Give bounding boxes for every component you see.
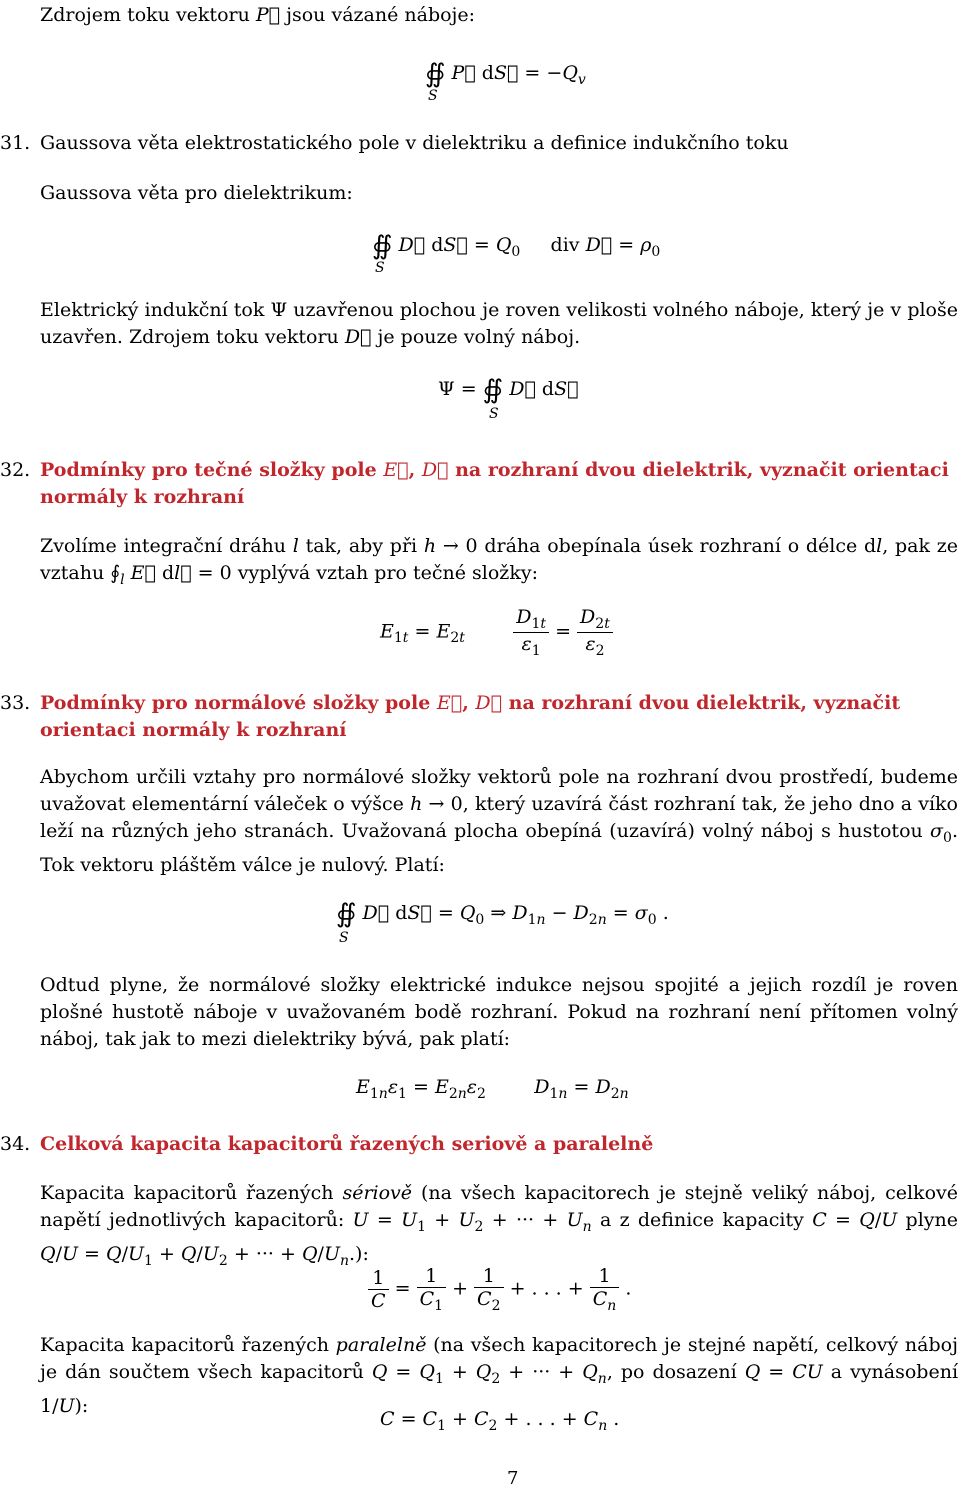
section-34-heading: 34. Celková kapacita kapacitorů řazených seriově a paralelně xyxy=(0,1133,654,1155)
equation-tangential: $E_{1t} = E_{2t}$ $\frac{D_{1t}}{\varepsilon_1}$ = $\frac{D_{2t}}{\varepsilon_2}$ xyxy=(380,606,613,659)
section-31-intro: Gaussova věta pro dielektrikum: xyxy=(40,182,353,204)
equation-gauss-dielectric: ∯ D⃗ dS⃗ = $Q_0$ div D⃗ = $\rho_0$ S xyxy=(372,231,661,276)
equation-flux-psi: Ψ = ∯ D⃗ dS⃗ S xyxy=(438,375,579,422)
section-33-paragraph-2: Odtud plyne, že normálové složky elektrické indukce nejsou spojité a jejich rozdíl je roven plošné hustotě náboje v uvažovaném bodě rozhraní. Pokud na rozhraní není přítomen volný náboj, tak jak to mezi dielektriky bývá, pak platí: xyxy=(40,974,958,1050)
equation-normal-no-charge: $E_{1n}\varepsilon_1 = E_{2n}\varepsilon_2$ $D_{1n} = D_{2n}$ xyxy=(356,1076,629,1102)
equation-bound-charge: ∯ P⃗ dS⃗ = $-Q_v$ S xyxy=(425,59,586,104)
section-32-paragraph: Zvolíme integrační dráhu l tak, aby při h → 0 dráha obepínala úsek rozhraní o délce dl, pak ze vztahu $∮_l$ E⃗ dl⃗ = 0 vyplývá vztah pro tečné složky: xyxy=(40,535,958,588)
section-34-paragraph-1: Kapacita kapacitorů řazených sériově (na všech kapacitorech je stejně veliký náboj, celkové napětí jednotlivých kapacitorů: $U = U_1 + U_2$ + ··· + $U_n$ a z definice kapacity C = Q/U plyne $Q/U = Q/U_1 + Q/U_2$ + ··· + $Q/U_n$.): xyxy=(40,1182,959,1269)
section-31-heading: 31. Gaussova věta elektrostatického pole v dielektriku a definice indukčního toku xyxy=(0,132,789,154)
section-32-heading: 32. Podmínky pro tečné složky pole E⃗, D⃗ na rozhraní dvou dielektrik, vyznačit orientaci normály k rozhraní xyxy=(0,459,949,508)
section-31-paragraph: Elektrický indukční tok Ψ uzavřenou plochou je roven velikosti volného náboje, který je v ploše uzavřen. Zdrojem toku vektoru D⃗ je pouze volný náboj. xyxy=(40,299,958,348)
equation-series: $\frac{1}{C}$ = $\frac{1}{C_1}$ + $\frac{1}{C_2}$ + . . . + $\frac{1}{C_n}$ . xyxy=(368,1265,631,1314)
page-number: 7 xyxy=(507,1468,519,1489)
section-33-paragraph-1: Abychom určili vztahy pro normálové složky vektorů pole na rozhraní dvou prostředí, budeme uvažovat elementární váleček o výšce h → 0, který uzavírá část rozhraní tak, že jeho dno a víko leží na různých jeho stranách. Uvažovaná plocha obepíná (uzavírá) volný náboj s hustotou $\sigma_0$. Tok vektoru pláštěm válce je nulový. Platí: xyxy=(40,766,959,876)
equation-normal-d: ∯ D⃗ dS⃗ = $Q_0$ ⇒ $D_{1n} - D_{2n} = \sigma_0$ . S xyxy=(336,899,669,946)
section-33-heading: 33. Podmínky pro normálové složky pole E⃗, D⃗ na rozhraní dvou dielektrik, vyznačit orientaci normály k rozhraní xyxy=(0,692,901,741)
section-34-paragraph-2: Kapacita kapacitorů řazených paralelně (na všech kapacitorech je stejné napětí, celkový náboj je dán součtem všech kapacitorů $Q = Q_1 + Q_2$ + ··· + $Q_n$, po dosazení Q = CU a vynásobení 1/U): xyxy=(40,1334,959,1417)
equation-parallel: $C = C_1 + C_2$ + . . . + $C_n$ . xyxy=(380,1408,620,1434)
intro-text: Zdrojem toku vektoru P⃗ jsou vázané náboje: xyxy=(40,4,476,26)
